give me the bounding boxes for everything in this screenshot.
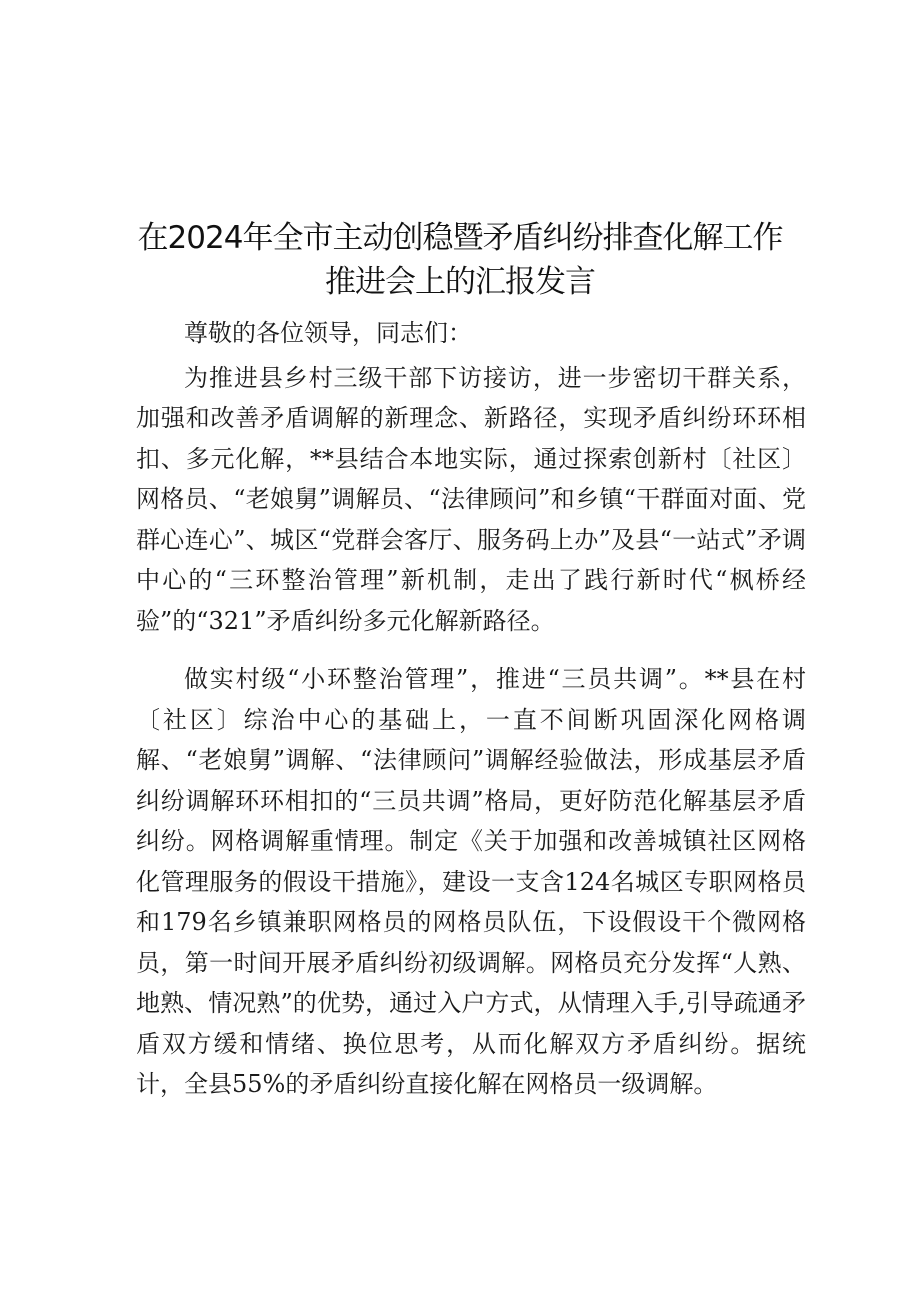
- paragraph-village-level: 做实村级“小环整治管理”，推进“三员共调”。**县在村〔社区〕综治中心的基础上，一直不间断巩固深化网格调解、“老娘舅”调解、“法律顾问”调解经验做法，形成基层矛盾纠纷调解环环相扣的“三员共调”格局，更好防范化解基层矛盾纠纷。网格调解重情理。制定《关于加强和改善城镇社区网格化管理服务的假设干措施》，建设一支含124名城区专职网格员和179名乡镇兼职网格员的网格员队伍，下设假设干个微网格员，第一时间开展矛盾纠纷初级调解。网格员充分发挥“人熟、地熟、情况熟”的优势，通过入户方式，从情理入手,引导疏通矛盾双方缓和情绪、换位思考，从而化解双方矛盾纠纷。据统计，全县55%的矛盾纠纷直接化解在网格员一级调解。: [136, 665, 806, 1098]
- paragraph-intro: 为推进县乡村三级干部下访接访，进一步密切干群关系，加强和改善矛盾调解的新理念、新路径，实现矛盾纠纷环环相扣、多元化解，**县结合本地实际，通过探索创新村〔社区〕网格员、“老娘舅”调解员、“法律顾问”和乡镇“干群面对面、党群心连心”、城区“党群会客厅、服务码上办”及县“一站式”矛调中心的“三环整治管理”新机制，走出了践行新时代“枫桥经验”的“321”矛盾纠纷多元化解新路径。: [136, 363, 806, 635]
- document-title: 在2024年全市主动创稳暨矛盾纠纷排查化解工作推进会上的汇报发言: [137, 220, 783, 300]
- document-body: [136, 313, 806, 1123]
- salutation: 尊敬的各位领导，同志们：: [184, 319, 472, 347]
